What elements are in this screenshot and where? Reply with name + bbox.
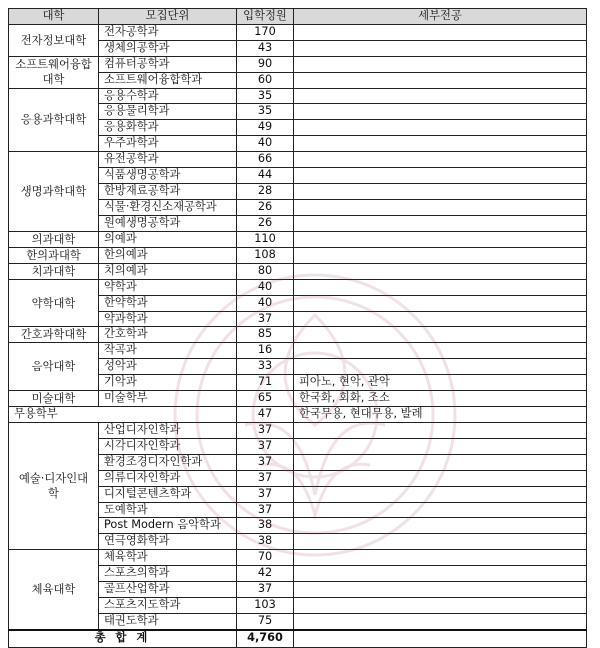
quota-cell: 108 — [237, 247, 294, 263]
major-cell — [294, 359, 587, 375]
major-cell — [294, 566, 587, 582]
quota-cell: 65 — [237, 391, 294, 407]
major-cell — [294, 582, 587, 598]
college-cell: 응용과학대학 — [9, 88, 99, 152]
major-cell — [294, 56, 587, 72]
quota-cell: 37 — [237, 486, 294, 502]
major-cell — [294, 104, 587, 120]
unit-cell: 간호학과 — [99, 327, 237, 343]
quota-cell: 66 — [237, 152, 294, 168]
unit-cell: 환경조경디자인학과 — [99, 454, 237, 470]
quota-cell: 26 — [237, 199, 294, 215]
unit-cell: 한방재료공학과 — [99, 183, 237, 199]
quota-cell: 40 — [237, 279, 294, 295]
unit-cell: 한의예과 — [99, 247, 237, 263]
college-cell: 의과대학 — [9, 231, 99, 247]
major-cell — [294, 502, 587, 518]
table-row — [9, 343, 587, 359]
major-cell — [294, 279, 587, 295]
table-row — [9, 423, 587, 439]
unit-cell: 생체의공학과 — [99, 40, 237, 56]
major-cell — [294, 136, 587, 152]
quota-cell: 37 — [237, 311, 294, 327]
table-body — [9, 24, 587, 629]
unit-cell: 태권도학과 — [99, 613, 237, 629]
unit-cell: 응용물리학과 — [99, 104, 237, 120]
unit-cell: 의예과 — [99, 231, 237, 247]
quota-cell: 28 — [237, 183, 294, 199]
table-row — [9, 88, 587, 104]
major-cell — [294, 215, 587, 231]
header-major: 세부전공 — [294, 9, 587, 25]
unit-cell: 우주과학과 — [99, 136, 237, 152]
major-cell — [294, 120, 587, 136]
quota-cell: 71 — [237, 375, 294, 391]
quota-cell: 37 — [237, 423, 294, 439]
college-cell: 치과대학 — [9, 263, 99, 279]
major-cell — [294, 199, 587, 215]
major-cell — [294, 263, 587, 279]
major-cell — [294, 40, 587, 56]
total-major-cell — [294, 630, 587, 648]
major-cell — [294, 327, 587, 343]
table-row — [9, 550, 587, 566]
total-label: 총 합 계 — [9, 630, 237, 648]
major-cell — [294, 438, 587, 454]
quota-cell: 35 — [237, 104, 294, 120]
major-cell — [294, 486, 587, 502]
quota-cell: 70 — [237, 550, 294, 566]
table-row — [9, 56, 587, 72]
major-cell — [294, 152, 587, 168]
quota-cell: 103 — [237, 598, 294, 614]
quota-cell: 37 — [237, 454, 294, 470]
major-cell: 피아노, 현악, 관악 — [294, 375, 587, 391]
major-cell — [294, 423, 587, 439]
unit-cell: 미술학부 — [99, 391, 237, 407]
quota-cell: 37 — [237, 502, 294, 518]
header-row — [9, 9, 587, 25]
major-cell — [294, 183, 587, 199]
header-unit: 모집단위 — [99, 9, 237, 25]
quota-cell: 75 — [237, 613, 294, 629]
college-cell: 전자정보대학 — [9, 24, 99, 56]
quota-cell: 37 — [237, 438, 294, 454]
unit-cell: 작곡과 — [99, 343, 237, 359]
table-row — [9, 152, 587, 168]
quota-cell: 49 — [237, 120, 294, 136]
unit-cell: 원예생명공학과 — [99, 215, 237, 231]
quota-cell: 35 — [237, 88, 294, 104]
college-cell: 무용학부 — [9, 407, 237, 423]
major-cell — [294, 598, 587, 614]
unit-cell: 시각디자인학과 — [99, 438, 237, 454]
college-cell: 미술대학 — [9, 391, 99, 407]
quota-cell: 85 — [237, 327, 294, 343]
major-cell — [294, 534, 587, 550]
unit-cell: 연극영화학과 — [99, 534, 237, 550]
quota-cell: 47 — [237, 407, 294, 423]
major-cell — [294, 550, 587, 566]
table-row — [9, 407, 587, 423]
quota-cell: 90 — [237, 56, 294, 72]
college-cell: 생명과학대학 — [9, 152, 99, 232]
unit-cell: 산업디자인학과 — [99, 423, 237, 439]
unit-cell: 식품생명공학과 — [99, 168, 237, 184]
unit-cell: 한약학과 — [99, 295, 237, 311]
major-cell — [294, 613, 587, 629]
major-cell — [294, 24, 587, 40]
quota-cell: 170 — [237, 24, 294, 40]
unit-cell: 약과학과 — [99, 311, 237, 327]
quota-cell: 43 — [237, 40, 294, 56]
major-cell — [294, 295, 587, 311]
admission-quota-table — [8, 8, 587, 648]
table-row — [9, 391, 587, 407]
college-cell: 체육대학 — [9, 550, 99, 630]
quota-cell: 38 — [237, 534, 294, 550]
admission-quota-table-container — [8, 8, 586, 648]
unit-cell: 소프트웨어융합학과 — [99, 72, 237, 88]
major-cell — [294, 311, 587, 327]
major-cell — [294, 247, 587, 263]
quota-cell: 37 — [237, 470, 294, 486]
unit-cell: 성악과 — [99, 359, 237, 375]
unit-cell: 스포츠의학과 — [99, 566, 237, 582]
major-cell — [294, 518, 587, 534]
quota-cell: 44 — [237, 168, 294, 184]
quota-cell: 60 — [237, 72, 294, 88]
quota-cell: 37 — [237, 582, 294, 598]
unit-cell: 체육학과 — [99, 550, 237, 566]
unit-cell: Post Modern 음악학과 — [99, 518, 237, 534]
unit-cell: 도예학과 — [99, 502, 237, 518]
quota-cell: 40 — [237, 136, 294, 152]
major-cell: 한국화, 회화, 조소 — [294, 391, 587, 407]
major-cell — [294, 343, 587, 359]
unit-cell: 응용화학과 — [99, 120, 237, 136]
unit-cell: 컴퓨터공학과 — [99, 56, 237, 72]
quota-cell: 80 — [237, 263, 294, 279]
quota-cell: 42 — [237, 566, 294, 582]
major-cell: 한국무용, 현대무용, 발레 — [294, 407, 587, 423]
unit-cell: 치의예과 — [99, 263, 237, 279]
table-row — [9, 327, 587, 343]
college-cell: 예술·디자인대학 — [9, 423, 99, 550]
table-row — [9, 24, 587, 40]
total-row — [9, 630, 587, 648]
unit-cell: 스포츠지도학과 — [99, 598, 237, 614]
college-cell: 음악대학 — [9, 343, 99, 391]
quota-cell: 33 — [237, 359, 294, 375]
quota-cell: 38 — [237, 518, 294, 534]
table-row — [9, 247, 587, 263]
quota-cell: 26 — [237, 215, 294, 231]
major-cell — [294, 88, 587, 104]
quota-cell: 110 — [237, 231, 294, 247]
header-quota: 입학정원 — [237, 9, 294, 25]
major-cell — [294, 72, 587, 88]
unit-cell: 의류디자인학과 — [99, 470, 237, 486]
unit-cell: 골프산업학과 — [99, 582, 237, 598]
major-cell — [294, 168, 587, 184]
unit-cell: 식물·환경신소재공학과 — [99, 199, 237, 215]
college-cell: 소프트웨어융합대학 — [9, 56, 99, 88]
college-cell: 한의과대학 — [9, 247, 99, 263]
unit-cell: 유전공학과 — [99, 152, 237, 168]
quota-cell: 40 — [237, 295, 294, 311]
major-cell — [294, 470, 587, 486]
unit-cell: 응용수학과 — [99, 88, 237, 104]
table-row — [9, 263, 587, 279]
unit-cell: 약학과 — [99, 279, 237, 295]
unit-cell: 기악과 — [99, 375, 237, 391]
college-cell: 간호과학대학 — [9, 327, 99, 343]
total-value: 4,760 — [237, 630, 294, 648]
table-row — [9, 231, 587, 247]
unit-cell: 전자공학과 — [99, 24, 237, 40]
college-cell: 약학대학 — [9, 279, 99, 327]
major-cell — [294, 231, 587, 247]
header-college: 대학 — [9, 9, 99, 25]
major-cell — [294, 454, 587, 470]
quota-cell: 16 — [237, 343, 294, 359]
table-row — [9, 279, 587, 295]
unit-cell: 디지털콘텐츠학과 — [99, 486, 237, 502]
